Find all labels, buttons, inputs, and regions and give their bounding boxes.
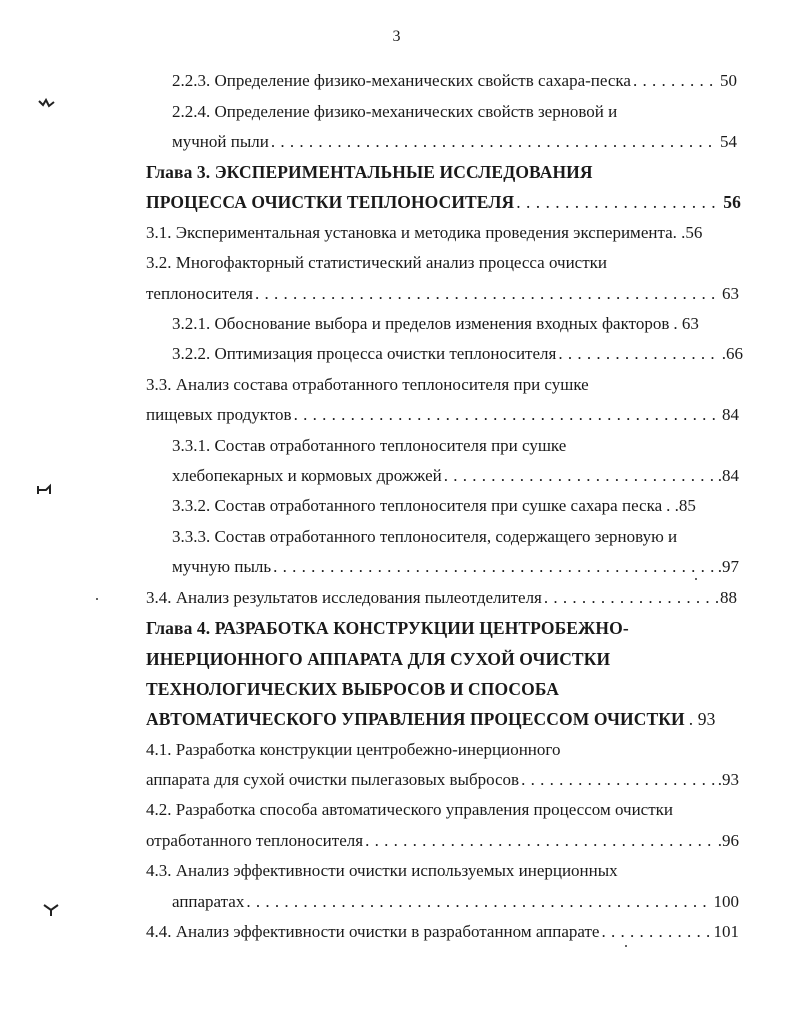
- toc-entry[interactable]: [172, 339, 743, 369]
- dot-leader: [271, 127, 718, 157]
- dot-leader: [294, 400, 720, 430]
- chapter-heading[interactable]: [146, 157, 593, 187]
- toc-entry[interactable]: [146, 218, 702, 248]
- toc-entry[interactable]: [146, 400, 739, 430]
- toc-entry-page: . 63: [673, 314, 699, 333]
- toc-entry[interactable]: [146, 583, 737, 613]
- toc-entry[interactable]: [146, 248, 607, 278]
- dot-leader: [246, 887, 711, 917]
- toc-entry-text: теплоносителя: [146, 284, 253, 303]
- toc-entry-text: 3.1. Экспериментальная установка и методика проведения эксперимента. .56: [146, 223, 703, 242]
- dot-leader: [273, 552, 716, 582]
- toc-entry-page: .97: [717, 557, 739, 576]
- toc-entry[interactable]: [172, 491, 739, 521]
- toc-entry-page: . .85: [666, 496, 696, 515]
- toc-entry-text: мучной пыли: [172, 132, 269, 151]
- toc-entry[interactable]: [172, 552, 739, 582]
- chapter-heading-text: ТЕХНОЛОГИЧЕСКИХ ВЫБРОСОВ И СПОСОБА: [146, 679, 560, 699]
- chapter-heading-text: АВТОМАТИЧЕСКОГО УПРАВЛЕНИЯ ПРОЦЕССОМ ОЧИСТКИ: [146, 709, 685, 729]
- page-number: 3: [392, 28, 401, 45]
- toc-entry-text: 3.4. Анализ результатов исследования пылеотделителя: [146, 588, 542, 607]
- chapter-heading-text: Глава 3. ЭКСПЕРИМЕНТАЛЬНЫЕ ИССЛЕДОВАНИЯ: [146, 162, 593, 182]
- toc-entry-text: 4.3. Анализ эффективности очистки используемых инерционных: [146, 861, 618, 880]
- toc-entry-text: 2.2.4. Определение физико-механических свойств зерновой и: [172, 102, 618, 121]
- dot-leader: [601, 917, 711, 947]
- toc-entry[interactable]: [146, 917, 739, 947]
- chapter-heading[interactable]: [146, 187, 741, 217]
- toc-entry-page: 54: [720, 132, 737, 151]
- toc-entry[interactable]: [172, 461, 739, 491]
- toc-entry[interactable]: [146, 795, 673, 825]
- toc-entry-page: 50: [720, 71, 737, 90]
- dot-leader: [255, 279, 720, 309]
- toc-entry[interactable]: [146, 735, 560, 765]
- toc-entry-text: 3.3.2. Состав отработанного теплоносителя при сушке сахара песка: [172, 496, 663, 515]
- dot-leader: [365, 826, 716, 856]
- toc-entry-page: .96: [717, 831, 739, 850]
- toc-entry[interactable]: [172, 431, 566, 461]
- toc-entry-text: мучную пыль: [172, 557, 272, 576]
- toc-entry-text: 3.3. Анализ состава отработанного теплоносителя при сушке: [146, 375, 589, 394]
- toc-entry[interactable]: [172, 887, 739, 917]
- scan-speck: [96, 598, 98, 600]
- toc-entry[interactable]: [172, 66, 737, 96]
- toc-entry-page: .84: [717, 466, 739, 485]
- scan-artifact-icon: [38, 97, 56, 111]
- dot-leader: [516, 187, 721, 217]
- toc-entry-page: 88: [720, 588, 737, 607]
- toc-entry-text: отработанного теплоносителя: [146, 831, 364, 850]
- dot-leader: [521, 765, 716, 795]
- toc-entry-page: 56: [723, 192, 741, 212]
- toc-entry-page: .93: [717, 770, 739, 789]
- toc-entry-text: 2.2.3. Определение физико-механических свойств сахара-песка: [172, 71, 631, 90]
- toc-entry-text: аппаратах: [172, 892, 245, 911]
- dot-leader: [544, 583, 718, 613]
- toc-entry[interactable]: [172, 127, 737, 157]
- toc-entry[interactable]: [146, 856, 618, 886]
- toc-entry-text: 3.2.1. Обоснование выбора и пределов изменения входных факторов: [172, 314, 670, 333]
- chapter-heading[interactable]: [146, 644, 610, 674]
- chapter-heading-text: Глава 4. РАЗРАБОТКА КОНСТРУКЦИИ ЦЕНТРОБЕЖНО-: [146, 618, 629, 638]
- toc-entry[interactable]: [146, 826, 739, 856]
- toc-entry-text: 3.2.2. Оптимизация процесса очистки теплоносителя: [172, 344, 557, 363]
- toc-entry-text: пищевых продуктов: [146, 405, 292, 424]
- toc-entry[interactable]: [172, 309, 743, 339]
- chapter-heading-text: ПРОЦЕССА ОЧИСТКИ ТЕПЛОНОСИТЕЛЯ: [146, 192, 515, 212]
- toc-entry-page: 100: [713, 892, 739, 911]
- toc-entry-page: 84: [722, 405, 739, 424]
- toc-entry-text: 4.2. Разработка способа автоматического управления процессом очистки: [146, 800, 673, 819]
- toc-entry-text: 3.3.1. Состав отработанного теплоносителя при сушке: [172, 436, 567, 455]
- toc-entry[interactable]: [172, 522, 677, 552]
- toc-entry-text: хлебопекарных и кормовых дрожжей: [172, 466, 442, 485]
- chapter-heading[interactable]: [146, 704, 743, 734]
- toc-entry-text: аппарата для сухой очистки пылегазовых выбросов: [146, 770, 520, 789]
- toc-entry-page: . 93: [688, 709, 716, 729]
- toc-entry[interactable]: [146, 370, 589, 400]
- scan-artifact-icon: [36, 483, 54, 497]
- dot-leader: [558, 339, 719, 369]
- toc-entry-page: 63: [722, 284, 739, 303]
- toc-entry-text: 3.2. Многофакторный статистический анализ процесса очистки: [146, 253, 608, 272]
- toc-entry[interactable]: [146, 765, 739, 795]
- chapter-heading-text: ИНЕРЦИОННОГО АППАРАТА ДЛЯ СУХОЙ ОЧИСТКИ: [146, 649, 611, 669]
- chapter-heading[interactable]: [146, 613, 629, 643]
- toc-entry[interactable]: [172, 97, 617, 127]
- dot-leader: [633, 66, 718, 96]
- toc-entry-page: 101: [713, 922, 739, 941]
- toc-entry-page: .66: [721, 344, 743, 363]
- toc-entry-text: 4.4. Анализ эффективности очистки в разработанном аппарате: [146, 922, 600, 941]
- dot-leader: [444, 461, 716, 491]
- scan-artifact-icon: [42, 903, 60, 917]
- toc-entry-text: 4.1. Разработка конструкции центробежно-инерционного: [146, 740, 561, 759]
- chapter-heading[interactable]: [146, 674, 559, 704]
- toc-entry[interactable]: [146, 279, 739, 309]
- toc-entry-text: 3.3.3. Состав отработанного теплоносителя, содержащего зерновую и: [172, 527, 678, 546]
